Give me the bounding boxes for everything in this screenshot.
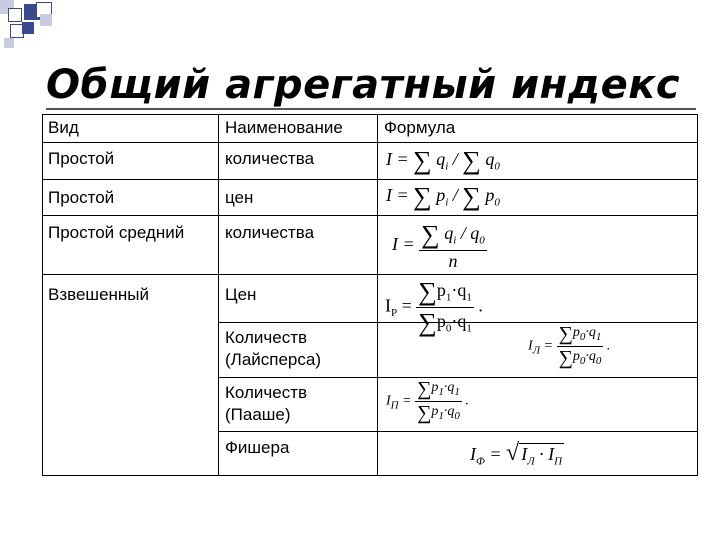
row-name: Цен [225,285,257,304]
header-kind: Вид [48,118,79,137]
row-kind: Простой средний [48,223,185,242]
header-name: Наименование [225,118,343,137]
row-name: цен [225,188,254,207]
table-border [42,475,698,476]
row-kind: Взвешенный [48,285,150,304]
page-title: Общий агрегатный индекс [46,62,681,108]
row-divider [42,142,698,143]
row-divider [218,431,698,432]
formula-simple-price: I = ∑ $p_i$ / ∑ $p_0$ [386,182,500,211]
formula-fisher: $I_Ф$ = √ $I_Л \cdot I_П$ [470,440,563,468]
title-underline [46,108,696,110]
formula-simple-average-quantity: I = $\frac{\sum q_i / q_0}{n}$ [392,220,485,271]
row-name: Количеств (Лайсперса) [225,328,321,369]
formula-weighted-price: $I_P$ = $\frac{\sum p_1\cdot q_1}{\sum p_0\cdot q_1}$ . [385,277,483,337]
corner-decoration-square [8,8,22,22]
formula-simple-quantity: I = ∑ $q_i$ / ∑ $q_0$ [386,146,500,175]
row-kind: Простой [48,149,115,168]
formula-laspeyres-quantity: $I_Л$ = $\frac{\sum p_0\cdot q_1}{\sum p_0\cdot q_0}$ . [528,323,611,369]
table-border [42,114,43,476]
table-border [697,114,698,476]
header-formula: Формула [384,118,456,137]
table-border [42,114,698,115]
column-divider [377,114,378,476]
corner-decoration-square [4,38,14,48]
row-divider [42,274,698,275]
row-name: количества [225,149,315,168]
column-divider [218,114,219,476]
row-kind: Простой [48,188,115,207]
formula-paasche-quantity: $I_П$ = $\frac{\sum p_1\cdot q_1}{\sum p_1\cdot q_0}$ . [386,378,469,424]
row-name: количества [225,223,315,242]
row-divider [42,215,698,216]
corner-decoration-square [22,22,34,34]
corner-decoration-square [40,14,52,26]
row-name: Фишера [225,438,290,457]
row-name: Количеств (Пааше) [225,383,308,424]
row-divider [42,179,698,180]
